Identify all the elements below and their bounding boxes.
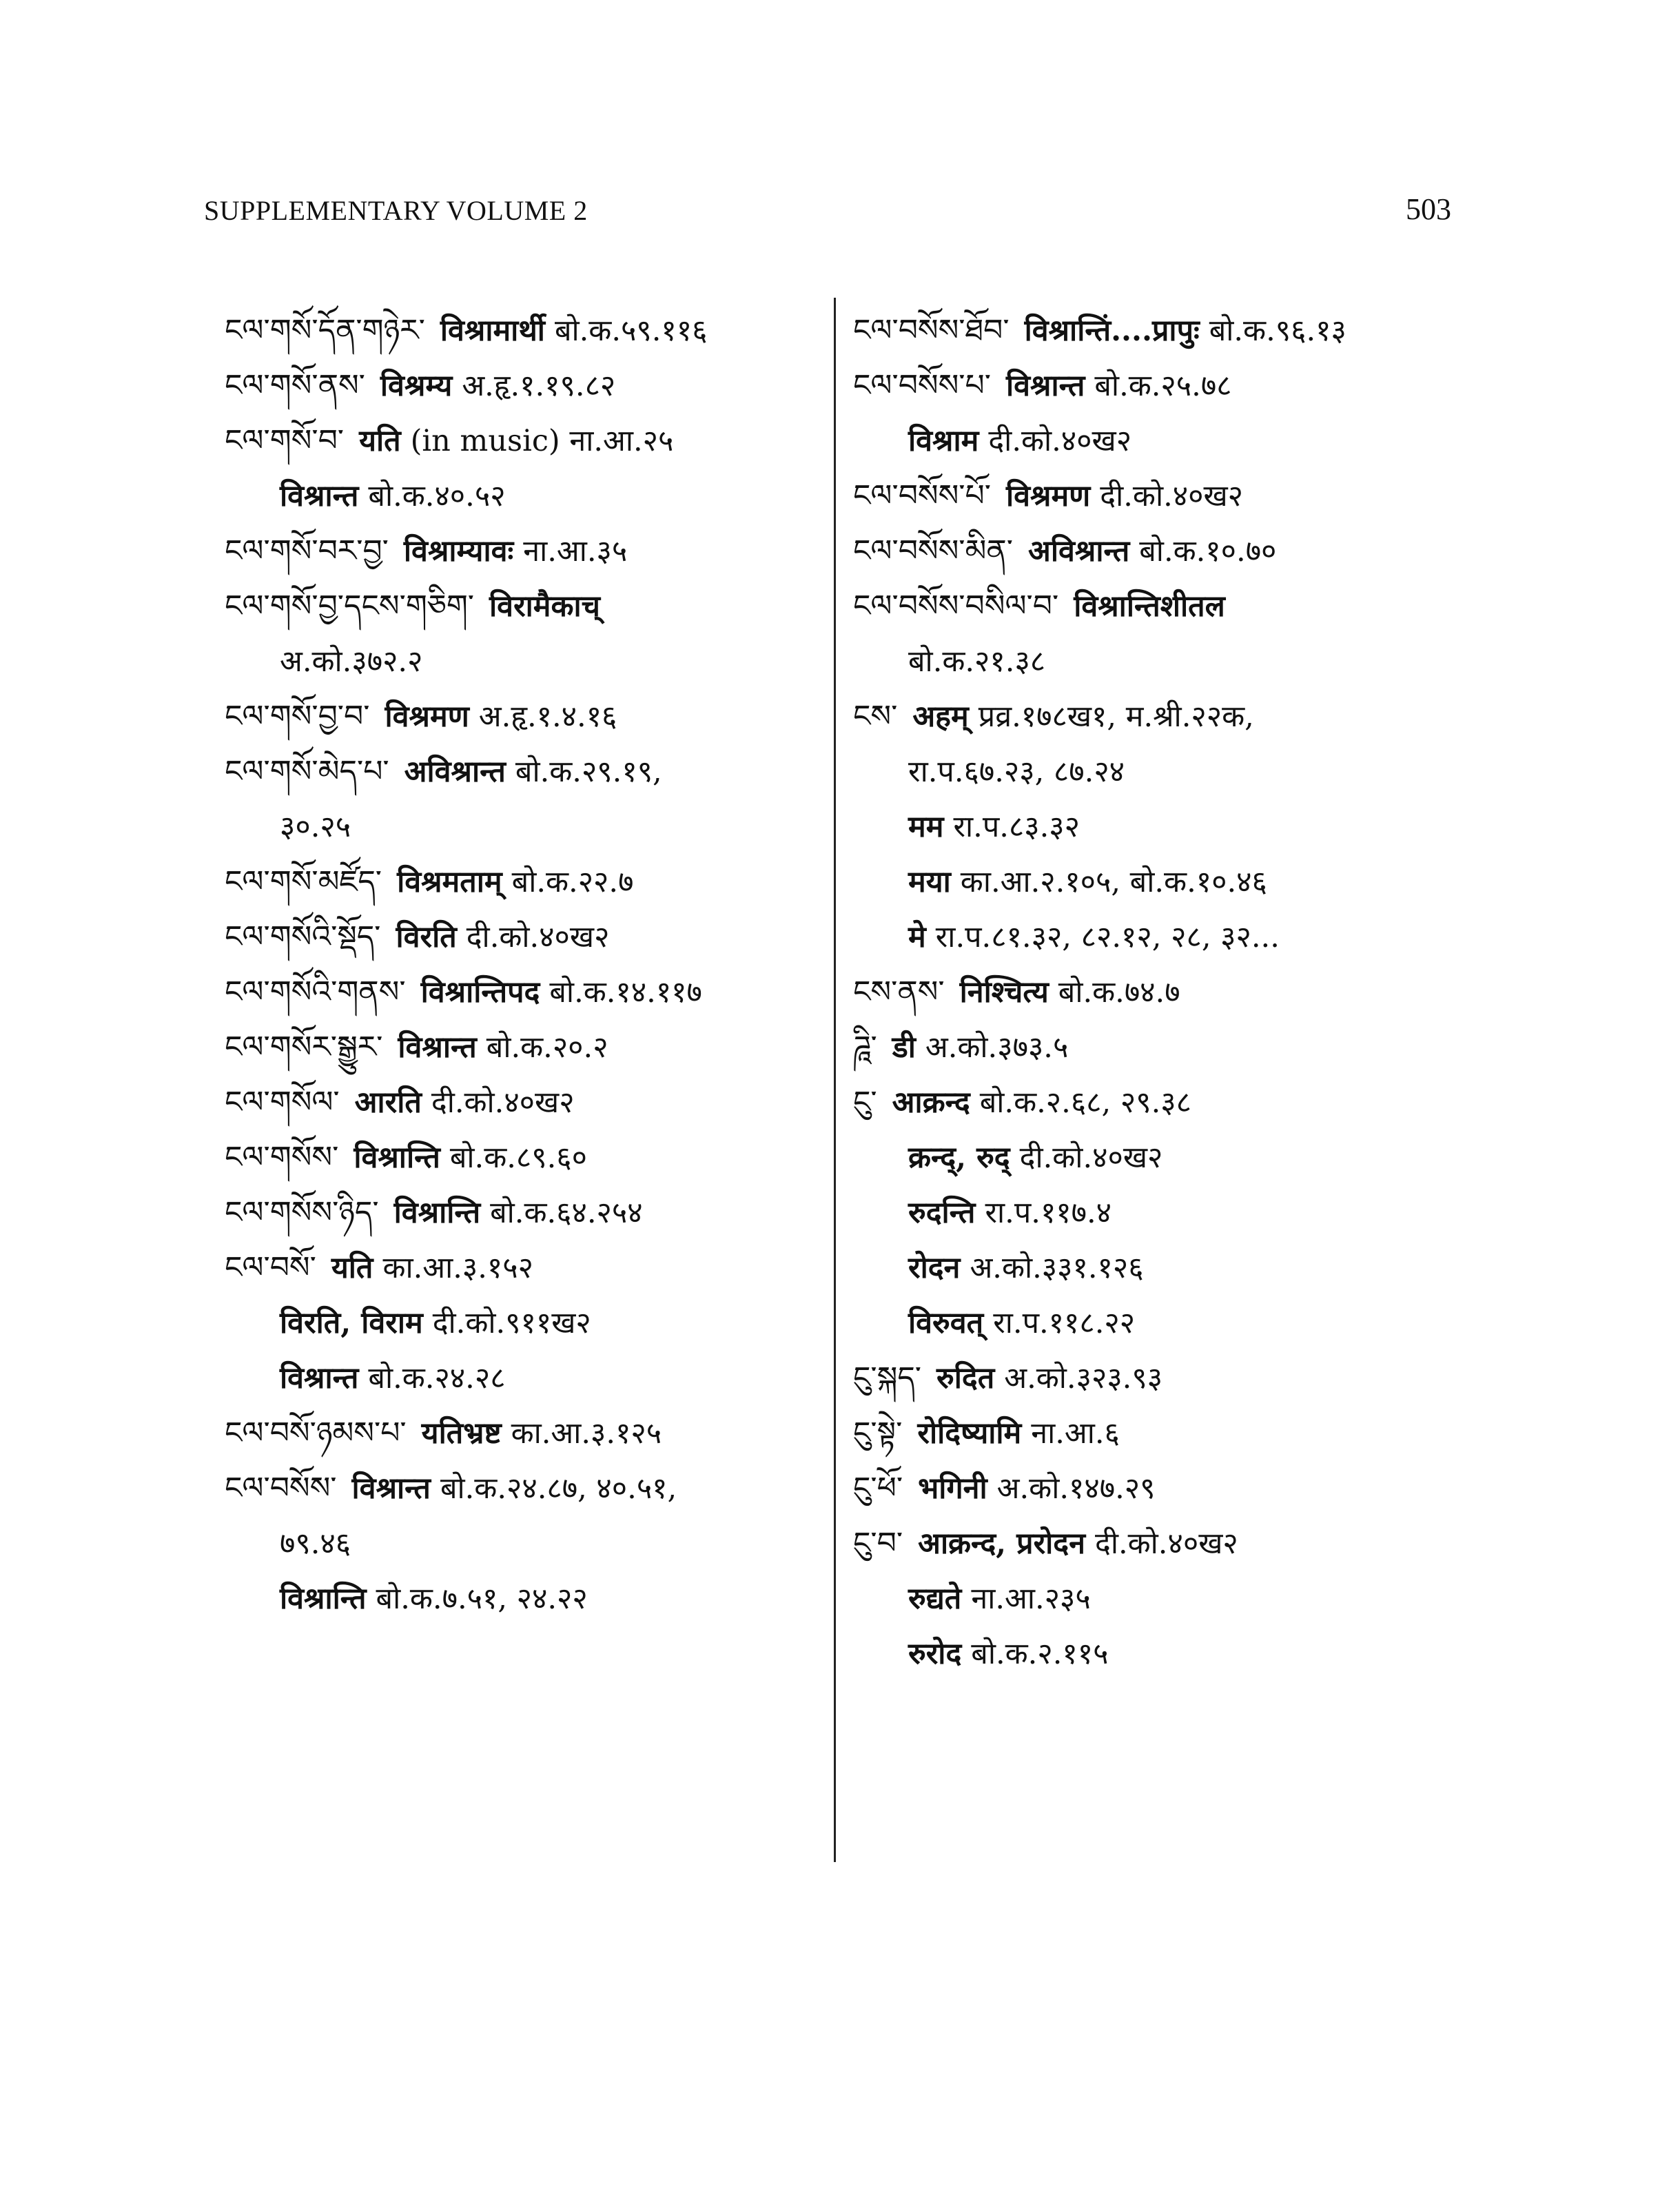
sanskrit-equivalent: विश्रान्त: [280, 479, 359, 513]
source-reference: का.आ.३.१५२: [382, 1251, 533, 1285]
sanskrit-equivalent: विरुवत्: [908, 1306, 984, 1340]
dictionary-entry: [853, 303, 1459, 358]
source-reference: बो.क.६४.२५४: [490, 1196, 643, 1230]
tibetan-headword: ངལ་གསོ་བྱ་བ་: [225, 699, 370, 734]
tibetan-headword: ངས་ནས་: [853, 974, 945, 1010]
sanskrit-equivalent: विश्रमण: [385, 699, 469, 734]
sanskrit-equivalent: भगिनी: [918, 1471, 987, 1506]
column-divider: [834, 298, 836, 1862]
sanskrit-equivalent: अविश्रान्त: [404, 755, 506, 789]
tibetan-headword: ངལ་གསོའི་གནས་: [225, 974, 406, 1010]
sanskrit-equivalent: निश्चित्य: [959, 975, 1049, 1010]
source-reference: दी.को.४०ख२: [988, 424, 1132, 458]
entry-continuation: [225, 799, 831, 855]
entry-continuation: [853, 413, 1459, 469]
sanskrit-equivalent: विश्रान्त: [398, 1030, 477, 1065]
tibetan-headword: ངུ་སྟེ་: [853, 1416, 903, 1451]
entry-continuation: [225, 1296, 831, 1351]
source-reference: बो.क.१४.११७: [549, 975, 702, 1010]
dictionary-entry: [225, 303, 831, 358]
sanskrit-equivalent: रुदन्ति: [908, 1196, 976, 1230]
sanskrit-equivalent: विश्रान्त: [280, 1361, 359, 1396]
tibetan-headword: ངལ་བསོས་པོ་: [853, 478, 991, 513]
dictionary-entry: [853, 1461, 1459, 1516]
entry-continuation: [853, 1240, 1459, 1296]
source-reference: रा.प.८१.३२, ८२.१२, २८, ३२...: [935, 920, 1280, 954]
tibetan-headword: ངལ་གསོས་ཉིད་: [225, 1195, 379, 1230]
dictionary-entry: [853, 579, 1459, 634]
tibetan-headword: ངུ་ཕོ་: [853, 1471, 903, 1506]
sanskrit-equivalent: विश्रान्त: [351, 1471, 431, 1506]
dictionary-entry: [225, 413, 831, 469]
source-reference: बो.क.९६.१३: [1209, 314, 1346, 348]
tibetan-headword: ངལ་གསོ་མེད་པ་: [225, 754, 389, 789]
dictionary-entry: [853, 1020, 1459, 1075]
sanskrit-equivalent: मम: [908, 810, 944, 844]
sanskrit-equivalent: विरति: [396, 920, 457, 954]
dictionary-entry: [225, 744, 831, 799]
source-reference: का.आ.३.१२५: [511, 1416, 662, 1451]
source-reference: बो.क.१०.७०: [1139, 534, 1277, 569]
sanskrit-equivalent: रुद्यते: [908, 1582, 962, 1616]
entry-continuation: [225, 1571, 831, 1626]
sanskrit-equivalent: विश्रम्य: [380, 369, 453, 403]
dictionary-entry: [225, 1461, 831, 1516]
dictionary-entry: [225, 1406, 831, 1461]
tibetan-headword: ངལ་བསོས་མིན་: [853, 533, 1014, 569]
source-reference: का.आ.२.१०५, बो.क.१०.४६: [960, 865, 1267, 899]
entry-continuation: [853, 634, 1459, 689]
source-reference: दी.को.४०ख२: [1095, 1526, 1238, 1561]
source-reference: ७९.४६: [280, 1526, 351, 1561]
dictionary-entry: [853, 524, 1459, 579]
sanskrit-equivalent: विरामैकाच्: [489, 589, 600, 624]
tibetan-headword: ངལ་གསོ་བར་བྱ་: [225, 533, 389, 569]
source-reference: बो.क.२४.२८: [368, 1361, 506, 1396]
entry-continuation: [853, 1185, 1459, 1240]
sanskrit-equivalent: आक्रन्द, प्ररोदन: [918, 1526, 1085, 1561]
source-reference: दी.को.९११ख२: [432, 1306, 591, 1340]
source-reference: अ.को.१४७.२९: [996, 1471, 1156, 1506]
dictionary-entry: [853, 965, 1459, 1020]
source-reference: अ.हृ.१.१९.८२: [462, 369, 616, 403]
entry-continuation: [853, 799, 1459, 855]
source-reference: रा.प.११८.२२: [993, 1306, 1136, 1340]
sanskrit-equivalent: विश्रमताम्: [397, 865, 502, 899]
sanskrit-equivalent: रोदिष्यामि: [917, 1416, 1022, 1451]
dictionary-entry: [853, 689, 1459, 744]
sanskrit-equivalent: अहम्: [912, 699, 969, 734]
dictionary-entry: [225, 965, 831, 1020]
tibetan-headword: ངུ་: [853, 1085, 877, 1120]
source-reference: दी.को.४०ख२: [466, 920, 610, 954]
sanskrit-equivalent: विश्रमण: [1005, 479, 1091, 513]
sanskrit-equivalent: विश्राम्यावः: [403, 534, 514, 569]
entry-continuation: [225, 1351, 831, 1406]
sanskrit-equivalent: विश्रान्ति: [280, 1582, 367, 1616]
dictionary-entry: [225, 579, 831, 634]
sanskrit-equivalent: रुदित: [936, 1361, 995, 1396]
entry-continuation: [225, 1516, 831, 1571]
entry-continuation: [853, 910, 1459, 965]
source-reference: बो.क.२२.७: [511, 865, 634, 899]
source-reference: ना.आ.२३५: [971, 1582, 1091, 1616]
dictionary-entry: [225, 358, 831, 413]
entry-continuation: [225, 634, 831, 689]
source-reference: बो.क.२.११५: [971, 1637, 1109, 1671]
running-head: SUPPLEMENTARY VOLUME 2: [204, 195, 588, 226]
tibetan-headword: ངལ་གསོ་བ་: [225, 423, 345, 458]
dictionary-entry: [225, 689, 831, 744]
tibetan-headword: ངལ་བསོས་ཐོབ་: [853, 313, 1010, 348]
entry-continuation: [853, 1130, 1459, 1185]
dictionary-entry: [225, 524, 831, 579]
source-reference: बो.क.५९.११६: [554, 314, 708, 348]
source-reference: बो.क.७.५१, २४.२२: [376, 1582, 588, 1616]
sanskrit-equivalent: यति: [331, 1251, 373, 1285]
dictionary-entry: [225, 910, 831, 965]
sanskrit-equivalent: यतिभ्रष्ट: [421, 1416, 502, 1451]
tibetan-headword: ངས་: [853, 699, 898, 734]
dictionary-entry: [853, 1516, 1459, 1571]
entry-continuation: [853, 1626, 1459, 1682]
sanskrit-equivalent: विश्रान्तिपद: [420, 975, 540, 1010]
left-column: [225, 303, 831, 1626]
sanskrit-equivalent: यति: [359, 424, 401, 458]
sanskrit-equivalent: आरति: [354, 1085, 422, 1120]
sanskrit-equivalent: विश्रान्त: [1005, 369, 1085, 403]
source-reference: रा.प.६७.२३, ८७.२४: [908, 755, 1125, 789]
source-reference: दी.को.४०ख२: [1019, 1141, 1163, 1175]
dictionary-entry: [225, 1185, 831, 1240]
source-reference: ३०.२५: [280, 810, 351, 844]
entry-continuation: [853, 855, 1459, 910]
sanskrit-equivalent: विश्रान्ति: [354, 1141, 440, 1175]
source-reference: दी.को.४०ख२: [431, 1085, 575, 1120]
dictionary-entry: [853, 358, 1459, 413]
tibetan-headword: ངུ་བ་: [853, 1526, 903, 1561]
sanskrit-equivalent: विरति, विराम: [280, 1306, 423, 1340]
source-reference: अ.को.३७२.२: [280, 644, 423, 679]
dictionary-entry: [225, 1075, 831, 1130]
source-reference: बो.क.२.६८, २९.३८: [979, 1085, 1191, 1120]
source-reference: रा.प.११७.४: [985, 1196, 1112, 1230]
tibetan-headword: ངལ་གསོའི་སྡོད་: [225, 919, 381, 954]
sanskrit-equivalent: विश्रान्ति: [393, 1196, 481, 1230]
source-reference: (in music) ना.आ.२५: [410, 424, 674, 458]
dictionary-entry: [853, 1406, 1459, 1461]
dictionary-entry: [225, 855, 831, 910]
tibetan-headword: ངལ་གསོར་སྒྱུར་: [225, 1030, 383, 1065]
source-reference: बो.क.२५.७८: [1094, 369, 1232, 403]
tibetan-headword: ངལ་བསོ་: [225, 1250, 316, 1285]
sanskrit-equivalent: मया: [908, 865, 951, 899]
sanskrit-equivalent: रुरोद: [908, 1637, 962, 1671]
tibetan-headword: ངལ་བསོས་པ་: [853, 368, 991, 403]
tibetan-headword: ངུ་སྐད་: [853, 1360, 922, 1396]
sanskrit-equivalent: रोदन: [908, 1251, 961, 1285]
dictionary-entry: [225, 1240, 831, 1296]
entry-continuation: [225, 469, 831, 524]
sanskrit-equivalent: विश्रान्तिं....प्रापुः: [1024, 314, 1200, 348]
source-reference: बो.क.८९.६०: [449, 1141, 588, 1175]
right-column: [853, 303, 1459, 1682]
entry-continuation: [853, 1296, 1459, 1351]
tibetan-headword: ངལ་བསོས་བསིལ་བ་: [853, 589, 1059, 624]
tibetan-headword: ངལ་གསོ་ནས་: [225, 368, 365, 403]
tibetan-headword: ངལ་གསོ་དོན་གཉེར་: [225, 313, 425, 348]
sanskrit-equivalent: डी: [892, 1030, 916, 1065]
sanskrit-equivalent: क्रन्द्, रुद्: [908, 1141, 1010, 1175]
source-reference: बो.क.४०.५२: [368, 479, 506, 513]
tibetan-headword: ཌཱི་: [853, 1030, 877, 1065]
page-number: 503: [1406, 192, 1451, 226]
sanskrit-equivalent: मे: [908, 920, 926, 954]
source-reference: बो.क.२१.३८: [908, 644, 1046, 679]
tibetan-headword: ངལ་བསོས་: [225, 1471, 337, 1506]
sanskrit-equivalent: विश्रान्तिशीतल: [1074, 589, 1225, 624]
tibetan-headword: ངལ་གསོལ་: [225, 1085, 340, 1120]
source-reference: बो.क.२९.१९,: [515, 755, 662, 789]
entry-continuation: [853, 1571, 1459, 1626]
source-reference: अ.हृ.१.४.१६: [478, 699, 617, 734]
dictionary-entry: [853, 1075, 1459, 1130]
dictionary-entry: [225, 1020, 831, 1075]
source-reference: अ.को.३७३.५: [925, 1030, 1069, 1065]
source-reference: दी.को.४०ख२: [1100, 479, 1244, 513]
dictionary-entry: [853, 1351, 1459, 1406]
tibetan-headword: ངལ་གསོ་བྱ་དངས་གཅིག་: [225, 589, 475, 624]
sanskrit-equivalent: आक्रन्द: [892, 1085, 970, 1120]
dictionary-entry: [225, 1130, 831, 1185]
source-reference: ना.आ.६: [1031, 1416, 1120, 1451]
source-reference: बो.क.२४.८७, ४०.५१,: [440, 1471, 677, 1506]
sanskrit-equivalent: विश्राम: [908, 424, 979, 458]
tibetan-headword: ངལ་གསོ་མཛོད་: [225, 864, 382, 899]
sanskrit-equivalent: विश्रामार्थी: [440, 314, 545, 348]
dictionary-entry: [853, 469, 1459, 524]
source-reference: रा.प.८३.३२: [953, 810, 1080, 844]
source-reference: बो.क.७४.७: [1058, 975, 1180, 1010]
source-reference: बो.क.२०.२: [486, 1030, 608, 1065]
tibetan-headword: ངལ་གསོས་: [225, 1140, 339, 1175]
source-reference: अ.को.३२३.९३: [1004, 1361, 1163, 1396]
entry-continuation: [853, 744, 1459, 799]
source-reference: ना.आ.३५: [523, 534, 628, 569]
tibetan-headword: ངལ་བསོ་ཉམས་པ་: [225, 1416, 407, 1451]
source-reference: प्रव्र.१७८ख१, म.श्री.२२क,: [978, 699, 1254, 734]
source-reference: अ.को.३३१.१२६: [970, 1251, 1144, 1285]
sanskrit-equivalent: अविश्रान्त: [1028, 534, 1130, 569]
